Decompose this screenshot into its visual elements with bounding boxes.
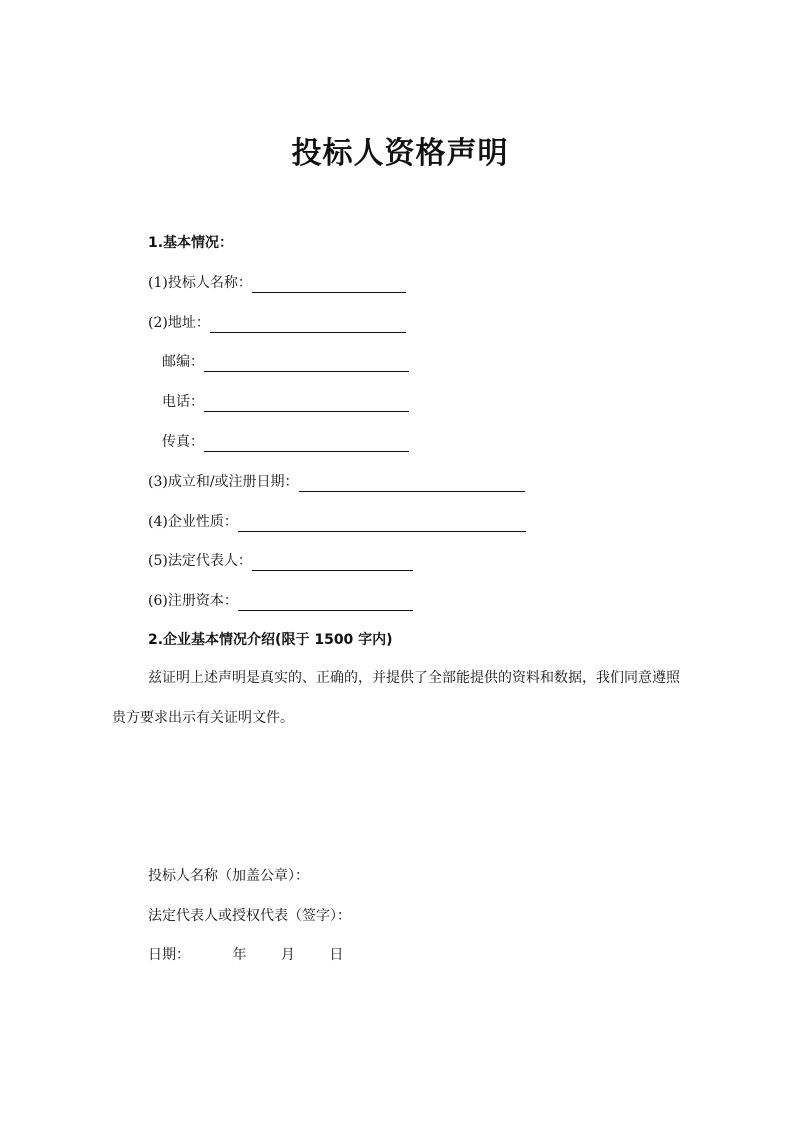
field-registered-capital [148, 591, 413, 611]
field-postcode [162, 352, 409, 372]
phone-blank[interactable] [204, 395, 409, 412]
signature-representative: 法定代表人或授权代表（签字）： [148, 908, 351, 924]
signature-date [148, 945, 343, 965]
declaration-paragraph-line2: 贵方要求出示有关证明文件。 [112, 710, 294, 726]
field-legal-representative [148, 551, 413, 571]
bidder-name-blank[interactable] [252, 276, 406, 293]
fax-blank[interactable] [204, 435, 409, 452]
postcode-blank[interactable] [204, 355, 409, 372]
registration-date-blank[interactable] [299, 475, 525, 492]
signature-company: 投标人名称（加盖公章）： [148, 868, 309, 884]
field-label: (6)注册资本： [148, 593, 238, 609]
date-day: 日 [329, 947, 344, 963]
field-label: (4)企业性质： [148, 514, 238, 530]
date-label: 日期： [148, 947, 190, 963]
section1-heading: 1.基本情况： [148, 235, 234, 251]
field-label: (1)投标人名称： [148, 275, 252, 291]
date-month: 月 [280, 947, 295, 963]
address-blank[interactable] [210, 316, 406, 333]
field-label: (2)地址： [148, 315, 210, 331]
field-label: (5)法定代表人： [148, 553, 252, 569]
field-label: 邮编： [162, 354, 204, 370]
field-registration-date [148, 472, 525, 492]
field-phone [162, 392, 409, 412]
field-address [148, 313, 406, 333]
legal-representative-blank[interactable] [252, 554, 413, 571]
registered-capital-blank[interactable] [238, 594, 413, 611]
field-label: 传真： [162, 434, 204, 450]
field-enterprise-type [148, 512, 526, 532]
section2-heading: 2.企业基本情况介绍(限于 1500 字内) [148, 632, 393, 648]
field-label: 电话： [162, 394, 204, 410]
document-title: 投标人资格声明 [291, 136, 509, 171]
enterprise-type-blank[interactable] [238, 515, 526, 532]
date-year: 年 [232, 947, 247, 963]
field-label: (3)成立和/或注册日期： [148, 474, 299, 490]
field-bidder-name [148, 273, 406, 293]
declaration-paragraph-line1: 兹证明上述声明是真实的、正确的，并提供了全部能提供的资料和数据，我们同意遵照 [148, 670, 680, 686]
field-fax [162, 432, 409, 452]
